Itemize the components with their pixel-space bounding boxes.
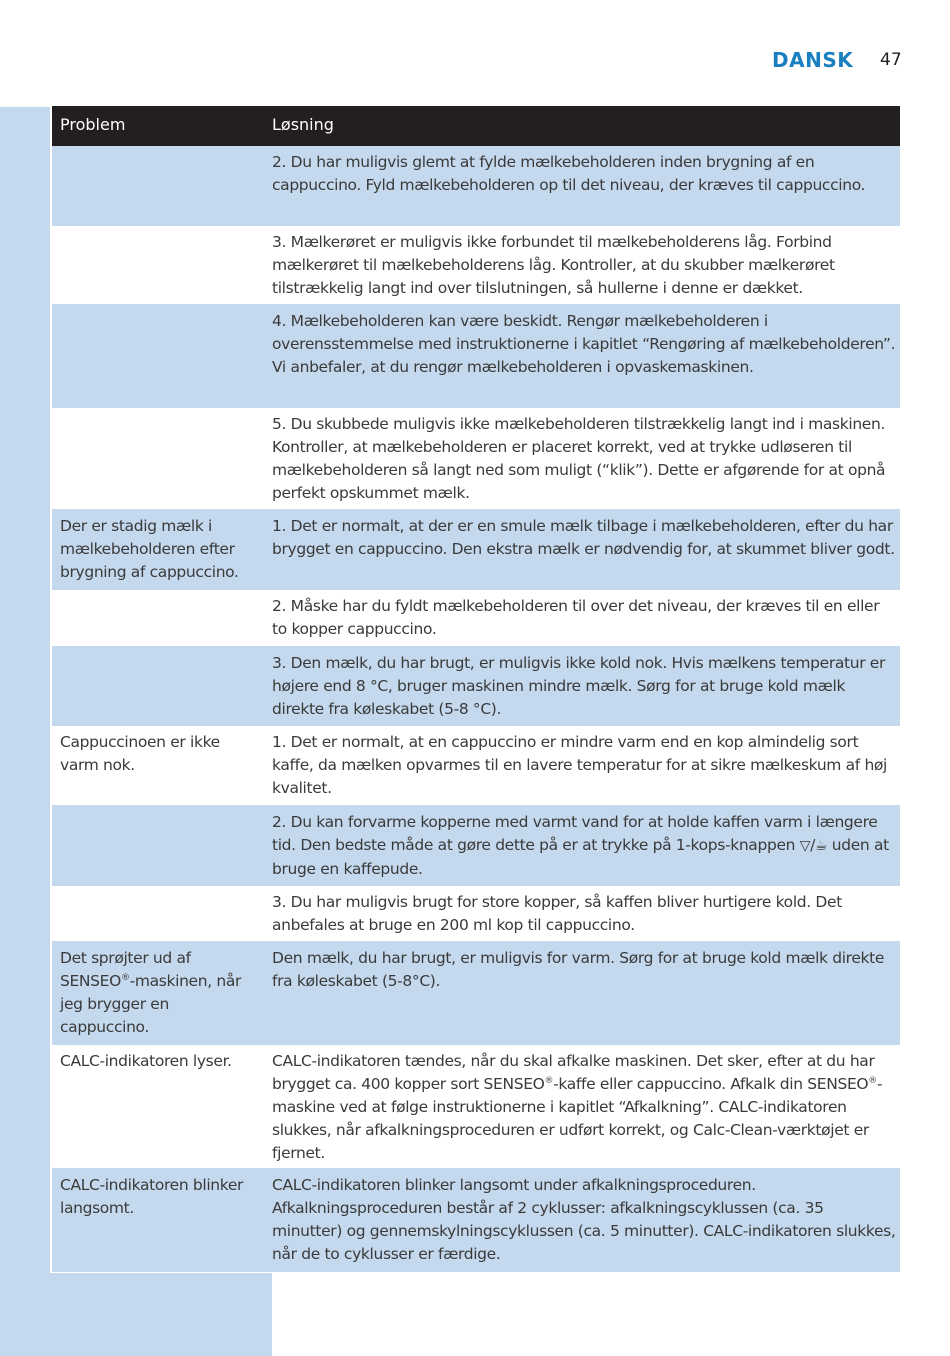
page-number: 47 — [880, 50, 902, 70]
table-row — [52, 305, 900, 407]
solution-cell: 2. Du kan forvarme kopperne med varmt vand for at holde kaffen varm i længere tid. Den bedste måde at gøre dette på er at trykke på 1-kops-knappen ▽/☕ uden at bruge en kaffepude. — [272, 813, 889, 878]
solution-cell: 5. Du skubbede muligvis ikke mælkebeholderen tilstrækkelig langt ind i maskinen. Kontroller, at mælkebeholderen er placeret korrekt, ved at trykke udløseren til mælkebeholderen så langt ned som muligt (“klik”). Dette er afgørende for at opnå perfekt opskummet mælk. — [272, 415, 886, 502]
table-row — [52, 647, 900, 725]
solution-text-post: uden at bruge en kaffepude. — [272, 836, 889, 878]
table-row — [52, 1044, 900, 1169]
solution-text-pre: 2. Du kan forvarme kopperne med varmt vand for at holde kaffen varm i længere tid. Den bedste måde at gøre dette på er at trykke på 1-kops-knappen — [272, 813, 878, 854]
cup-icon: ▽ — [799, 838, 811, 854]
table-row — [52, 885, 900, 942]
cappuccino-icon: ☕ — [814, 838, 828, 854]
problem-cell: Der er stadig mælk i mælkebeholderen efter brygning af cappuccino. — [60, 517, 239, 581]
table-row — [52, 510, 900, 589]
solution-cell: 3. Mælkerøret er muligvis ikke forbundet til mælkebeholderens låg. Forbind mælkerøret til mælkebeholderens låg. Kontroller, at du skubber mælkerøret tilstrækkelig langt ind over tilslutningen, så hullerne i denne er dækket. — [272, 233, 835, 297]
table-row — [52, 589, 900, 647]
table-row — [52, 806, 900, 885]
table-row — [52, 725, 900, 806]
table-header — [52, 106, 900, 146]
registered-mark: ® — [544, 1075, 554, 1086]
solution-cell: CALC-indikatoren blinker langsomt under afkalkningsproceduren. Afkalkningsproceduren består af 2 cyklusser: afkalkningscyklussen (ca. 35 minutter) og gennemskylningscyklussen (ca. 5 minutter). CALC-indikatoren slukkes, når de to cyklusser er færdige. — [272, 1176, 896, 1263]
problem-cell — [60, 947, 256, 1039]
problem-text-pre: Det sprøjter ud af SENSEO — [60, 949, 191, 990]
language-label: DANSK — [772, 48, 854, 72]
solution-cell: 1. Det er normalt, at der er en smule mælk tilbage i mælkebeholderen, efter du har brygget en cappuccino. Den ekstra mælk er nødvendig for, at skummet bliver godt. — [272, 517, 895, 558]
troubleshooting-table — [52, 106, 900, 1272]
sidebar-strip-bottom — [0, 1273, 272, 1356]
solution-cell: Den mælk, du har brugt, er muligvis for varm. Sørg for at bruge kold mælk direkte fra køleskabet (5-8°C). — [272, 949, 885, 990]
solution-text-a: CALC-indikatoren tændes, når du skal afkalke maskinen. Det sker, efter at du har brygget ca. 400 kopper sort SENSEO — [272, 1052, 875, 1093]
solution-text-c: -maskine ved at følge instruktionerne i kapitlet “Afkalkning”. CALC-indikatoren slukkes, når afkalkningsproceduren er udført korrekt, og Calc-Clean-værktøjet er fjernet. — [272, 1075, 883, 1162]
solution-cell: 1. Det er normalt, at en cappuccino er mindre varm end en kop almindelig sort kaffe, da mælken opvarmes til en lavere temperatur for at sikre mælkeskum af høj kvalitet. — [272, 733, 888, 797]
table-row — [52, 942, 900, 1044]
header-problem: Problem — [60, 115, 126, 134]
problem-text-post: -maskinen, når jeg brygger en cappuccino. — [60, 972, 242, 1036]
problem-cell: Cappuccinoen er ikke varm nok. — [60, 733, 220, 774]
problem-cell: CALC-indikatoren lyser. — [60, 1052, 232, 1070]
solution-cell: 2. Du har muligvis glemt at fylde mælkebeholderen inden brygning af en cappuccino. Fyld mælkebeholderen op til det niveau, der kræves til cappuccino. — [272, 153, 866, 194]
problem-cell: CALC-indikatoren blinker langsomt. — [60, 1176, 244, 1217]
header-solution: Løsning — [272, 115, 334, 134]
table-row — [52, 407, 900, 510]
table-row — [52, 1169, 900, 1272]
table-row — [52, 225, 900, 305]
solution-text-b: -kaffe eller cappuccino. Afkalk din SENSEO — [553, 1075, 869, 1093]
registered-mark: ® — [868, 1075, 877, 1086]
table-row — [52, 146, 900, 225]
solution-cell — [272, 1050, 896, 1165]
registered-mark: ® — [120, 972, 130, 983]
solution-cell: 2. Måske har du fyldt mælkebeholderen til over det niveau, der kræves til en eller to kopper cappuccino. — [272, 597, 880, 638]
sidebar-strip — [0, 107, 50, 1356]
solution-cell: 4. Mælkebeholderen kan være beskidt. Rengør mælkebeholderen i overensstemmelse med instruktionerne i kapitlet “Rengøring af mælkebeholderen”. Vi anbefaler, at du rengør mælkebeholderen i opvaskemaskinen. — [272, 312, 896, 376]
solution-cell: 3. Du har muligvis brugt for store kopper, så kaffen bliver hurtigere kold. Det anbefales at bruge en 200 ml kop til cappuccino. — [272, 893, 842, 934]
solution-cell: 3. Den mælk, du har brugt, er muligvis ikke kold nok. Hvis mælkens temperatur er højere end 8 °C, bruger maskinen mindre mælk. Sørg for at bruge kold mælk direkte fra køleskabet (5-8 °C). — [272, 654, 886, 718]
